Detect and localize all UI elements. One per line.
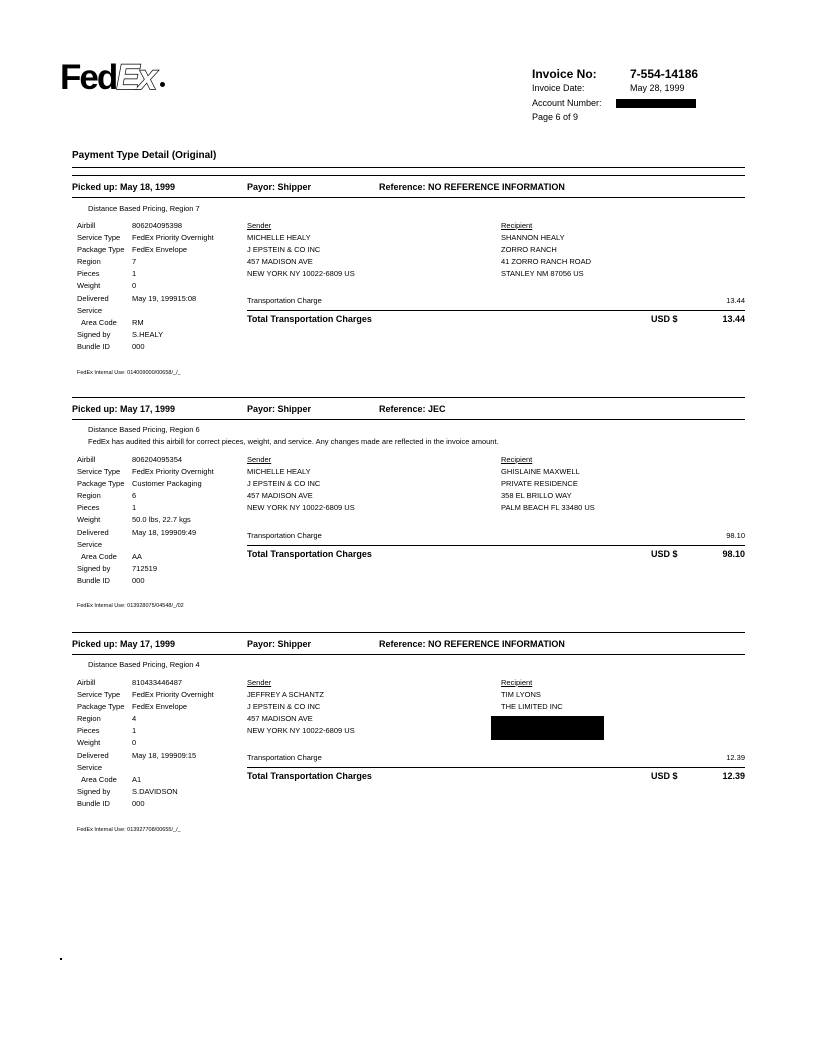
sender-line: MICHELLE HEALY: [247, 467, 311, 476]
detail-bundle-id: [77, 575, 214, 587]
sender-block: [247, 454, 355, 514]
sender-line: J EPSTEIN & CO INC: [247, 702, 321, 711]
currency-label: USD $: [651, 314, 678, 324]
bundle-id-label: Bundle ID: [77, 798, 110, 808]
invoice-no-value: 7-554-14186: [630, 67, 699, 81]
delivered-label: Delivered: [77, 527, 109, 537]
transportation-charge-row: [247, 531, 745, 543]
service-label: Service: [77, 539, 103, 549]
reference: Reference: NO REFERENCE INFORMATION: [379, 182, 565, 192]
delivered-value: May 18, 199909:49: [132, 527, 197, 537]
detail-pieces: [77, 725, 214, 737]
reference: Reference: NO REFERENCE INFORMATION: [379, 639, 565, 649]
payor: Payor: Shipper: [247, 404, 312, 414]
pieces-label: Pieces: [77, 503, 100, 513]
shipment-rule-mid: [72, 197, 745, 198]
payor: Payor: Shipper: [247, 639, 312, 649]
weight-value: 50.0 lbs, 22.7 kgs: [132, 515, 191, 525]
recipient-line: THE LIMITED INC: [501, 702, 563, 711]
airbill-value: 810433446487: [132, 678, 183, 687]
logo-ex-text: Ex: [116, 58, 156, 97]
section-rule: [72, 167, 745, 168]
sender-line: NEW YORK NY 10022-6809 US: [247, 503, 355, 512]
pieces-value: 1: [132, 503, 137, 513]
fedex-logo: [60, 58, 164, 97]
detail-airbill: [77, 220, 214, 232]
bundle-id-value: 000: [132, 798, 145, 808]
detail-bundle-id: [77, 341, 214, 353]
airbill-value: 806204095354: [132, 455, 183, 464]
recipient-label: Recipient: [501, 455, 533, 464]
shipment-details: [77, 454, 214, 587]
total-charges-value: 13.44: [722, 314, 745, 324]
pieces-value: 1: [132, 726, 137, 736]
detail-service: [77, 762, 214, 774]
detail-weight: [77, 514, 214, 526]
total-charges-label: Total Transportation Charges: [247, 771, 372, 781]
invoice-date-value: May 28, 1999: [630, 83, 685, 93]
pieces-value: 1: [132, 269, 137, 279]
detail-delivered: [77, 527, 214, 539]
internal-use: FedEx Internal Use: 014009000/00658/_/_: [77, 370, 181, 376]
total-charges-row: [247, 314, 745, 326]
sender-line: J EPSTEIN & CO INC: [247, 479, 321, 488]
total-charges-label: Total Transportation Charges: [247, 549, 372, 559]
section-title: Payment Type Detail (Original): [72, 150, 217, 161]
sender-block: [247, 677, 355, 737]
shipment-1: [72, 175, 745, 399]
signed-by-label: Signed by: [77, 563, 111, 573]
recipient-line: PALM BEACH FL 33480 US: [501, 503, 595, 512]
account-number-label: Account Number:: [532, 98, 602, 108]
currency-label: USD $: [651, 549, 678, 559]
airbill-label: Airbill: [77, 678, 96, 687]
signed-by-value: S.HEALY: [132, 329, 164, 339]
detail-package-type: [77, 244, 214, 256]
area-code-value: AA: [132, 551, 143, 561]
region-label: Region: [77, 257, 101, 267]
charge-rule: [247, 310, 745, 311]
region-label: Region: [77, 714, 101, 724]
weight-label: Weight: [77, 515, 101, 525]
pricing-info: Distance Based Pricing, Region 7: [88, 204, 200, 213]
detail-region: [77, 713, 214, 725]
shipment-details: [77, 677, 214, 810]
pricing-info: Distance Based Pricing, Region 4: [88, 660, 200, 669]
sender-line: J EPSTEIN & CO INC: [247, 245, 321, 254]
transportation-charge-row: [247, 753, 745, 765]
airbill-label: Airbill: [77, 455, 96, 464]
sender-line: NEW YORK NY 10022-6809 US: [247, 269, 355, 278]
package-type-value: Customer Packaging: [132, 479, 202, 489]
area-code-label: Area Code: [81, 551, 117, 561]
pricing-info: Distance Based Pricing, Region 6: [88, 425, 200, 434]
shipment-3: [72, 632, 745, 856]
invoice-date-label: Invoice Date:: [532, 83, 585, 93]
detail-area-code: [77, 551, 214, 563]
sender-line: 457 MADISON AVE: [247, 491, 313, 500]
internal-use: FedEx Internal Use: 013928075/04548/_/02: [77, 603, 184, 609]
delivered-value: May 18, 199909:15: [132, 750, 197, 760]
area-code-label: Area Code: [81, 317, 117, 327]
sender-label: Sender: [247, 455, 272, 464]
total-charges-row: [247, 549, 745, 561]
detail-service-type: [77, 689, 214, 701]
signed-by-label: Signed by: [77, 786, 111, 796]
weight-label: Weight: [77, 738, 101, 748]
internal-use: FedEx Internal Use: 013927708/00655/_/_: [77, 827, 181, 833]
total-charges-label: Total Transportation Charges: [247, 314, 372, 324]
detail-service: [77, 305, 214, 317]
service-type-value: FedEx Priority Overnight: [132, 467, 214, 477]
detail-airbill: [77, 454, 214, 466]
recipient-label: Recipient: [501, 221, 533, 230]
detail-signed-by: [77, 329, 214, 341]
pieces-label: Pieces: [77, 726, 100, 736]
logo-dot: [160, 82, 165, 87]
bundle-id-value: 000: [132, 341, 145, 351]
airbill-label: Airbill: [77, 221, 96, 230]
airbill-value: 806204095398: [132, 221, 183, 230]
weight-value: 0: [132, 281, 137, 291]
package-type-label: Package Type: [77, 479, 125, 489]
detail-region: [77, 256, 214, 268]
detail-weight: [77, 737, 214, 749]
delivered-label: Delivered: [77, 293, 109, 303]
package-type-value: FedEx Envelope: [132, 702, 188, 712]
detail-region: [77, 490, 214, 502]
service-label: Service: [77, 305, 103, 315]
service-type-label: Service Type: [77, 233, 121, 243]
bundle-id-label: Bundle ID: [77, 575, 110, 585]
service-label: Service: [77, 762, 103, 772]
delivered-label: Delivered: [77, 750, 109, 760]
transportation-charge-label: Transportation Charge: [247, 296, 322, 305]
transportation-charge-label: Transportation Charge: [247, 753, 322, 762]
recipient-line: SHANNON HEALY: [501, 233, 565, 242]
shipment-rule-mid: [72, 654, 745, 655]
recipient-line: STANLEY NM 87056 US: [501, 269, 584, 278]
recipient-line: ZORRO RANCH: [501, 245, 557, 254]
package-type-label: Package Type: [77, 245, 125, 255]
sender-line: 457 MADISON AVE: [247, 714, 313, 723]
charge-rule: [247, 767, 745, 768]
service-type-label: Service Type: [77, 690, 121, 700]
signed-by-value: S.DAVIDSON: [132, 786, 178, 796]
total-charges-value: 98.10: [722, 549, 745, 559]
detail-area-code: [77, 774, 214, 786]
area-code-label: Area Code: [81, 774, 117, 784]
recipient-block: [501, 454, 595, 514]
transportation-charge-value: 13.44: [726, 296, 745, 305]
detail-bundle-id: [77, 798, 214, 810]
picked-up: Picked up: May 17, 1999: [72, 639, 176, 649]
detail-service: [77, 539, 214, 551]
reference: Reference: JEC: [379, 404, 446, 414]
service-type-label: Service Type: [77, 467, 121, 477]
detail-signed-by: [77, 786, 214, 798]
recipient-line: PRIVATE RESIDENCE: [501, 479, 578, 488]
delivered-value: May 19, 199915:08: [132, 293, 197, 303]
transportation-charge-value: 98.10: [726, 531, 745, 540]
package-type-label: Package Type: [77, 702, 125, 712]
transportation-charge-label: Transportation Charge: [247, 531, 322, 540]
sender-line: JEFFREY A SCHANTZ: [247, 690, 324, 699]
recipient-line: 358 EL BRILLO WAY: [501, 491, 572, 500]
detail-pieces: [77, 268, 214, 280]
service-type-value: FedEx Priority Overnight: [132, 690, 214, 700]
sender-label: Sender: [247, 221, 272, 230]
detail-pieces: [77, 502, 214, 514]
logo-fed-text: Fed: [60, 58, 117, 97]
area-code-value: RM: [132, 317, 144, 327]
detail-delivered: [77, 750, 214, 762]
area-code-value: A1: [132, 774, 142, 784]
bundle-id-value: 000: [132, 575, 145, 585]
recipient-block: [501, 220, 591, 280]
weight-value: 0: [132, 738, 137, 748]
recipient-line: TIM LYONS: [501, 690, 541, 699]
detail-airbill: [77, 677, 214, 689]
page-indicator: Page 6 of 9: [532, 112, 579, 122]
bundle-id-label: Bundle ID: [77, 341, 110, 351]
picked-up: Picked up: May 18, 1999: [72, 182, 176, 192]
detail-package-type: [77, 478, 214, 490]
sender-line: 457 MADISON AVE: [247, 257, 313, 266]
sender-line: NEW YORK NY 10022-6809 US: [247, 726, 355, 735]
transportation-charge-row: [247, 296, 745, 308]
recipient-address-redaction: [491, 716, 604, 740]
region-value: 7: [132, 257, 137, 267]
shipment-rule-top: [72, 175, 745, 176]
detail-service-type: [77, 466, 214, 478]
sender-block: [247, 220, 355, 280]
pieces-label: Pieces: [77, 269, 100, 279]
currency-label: USD $: [651, 771, 678, 781]
service-type-value: FedEx Priority Overnight: [132, 233, 214, 243]
signed-by-value: 712519: [132, 563, 158, 573]
detail-area-code: [77, 317, 214, 329]
region-label: Region: [77, 491, 101, 501]
detail-package-type: [77, 701, 214, 713]
shipment-2: [72, 397, 745, 621]
region-value: 4: [132, 714, 137, 724]
recipient-line: GHISLAINE MAXWELL: [501, 467, 580, 476]
stray-mark: [60, 958, 62, 960]
sender-line: MICHELLE HEALY: [247, 233, 311, 242]
detail-service-type: [77, 232, 214, 244]
recipient-block: [501, 677, 563, 713]
recipient-line: 41 ZORRO RANCH ROAD: [501, 257, 592, 266]
charge-rule: [247, 545, 745, 546]
picked-up: Picked up: May 17, 1999: [72, 404, 176, 414]
detail-delivered: [77, 293, 214, 305]
recipient-label: Recipient: [501, 678, 533, 687]
total-charges-row: [247, 771, 745, 783]
package-type-value: FedEx Envelope: [132, 245, 188, 255]
shipment-rule-top: [72, 632, 745, 633]
audit-note: FedEx has audited this airbill for correct pieces, weight, and service. Any changes made are reflected in the invoice amount.: [88, 437, 499, 446]
shipment-rule-top: [72, 397, 745, 398]
signed-by-label: Signed by: [77, 329, 111, 339]
detail-signed-by: [77, 563, 214, 575]
detail-weight: [77, 280, 214, 292]
payor: Payor: Shipper: [247, 182, 312, 192]
transportation-charge-value: 12.39: [726, 753, 745, 762]
sender-label: Sender: [247, 678, 272, 687]
total-charges-value: 12.39: [722, 771, 745, 781]
shipment-details: [77, 220, 214, 353]
weight-label: Weight: [77, 281, 101, 291]
region-value: 6: [132, 491, 137, 501]
shipment-rule-mid: [72, 419, 745, 420]
account-number-redaction: [616, 99, 696, 108]
invoice-no-label: Invoice No:: [532, 67, 597, 81]
